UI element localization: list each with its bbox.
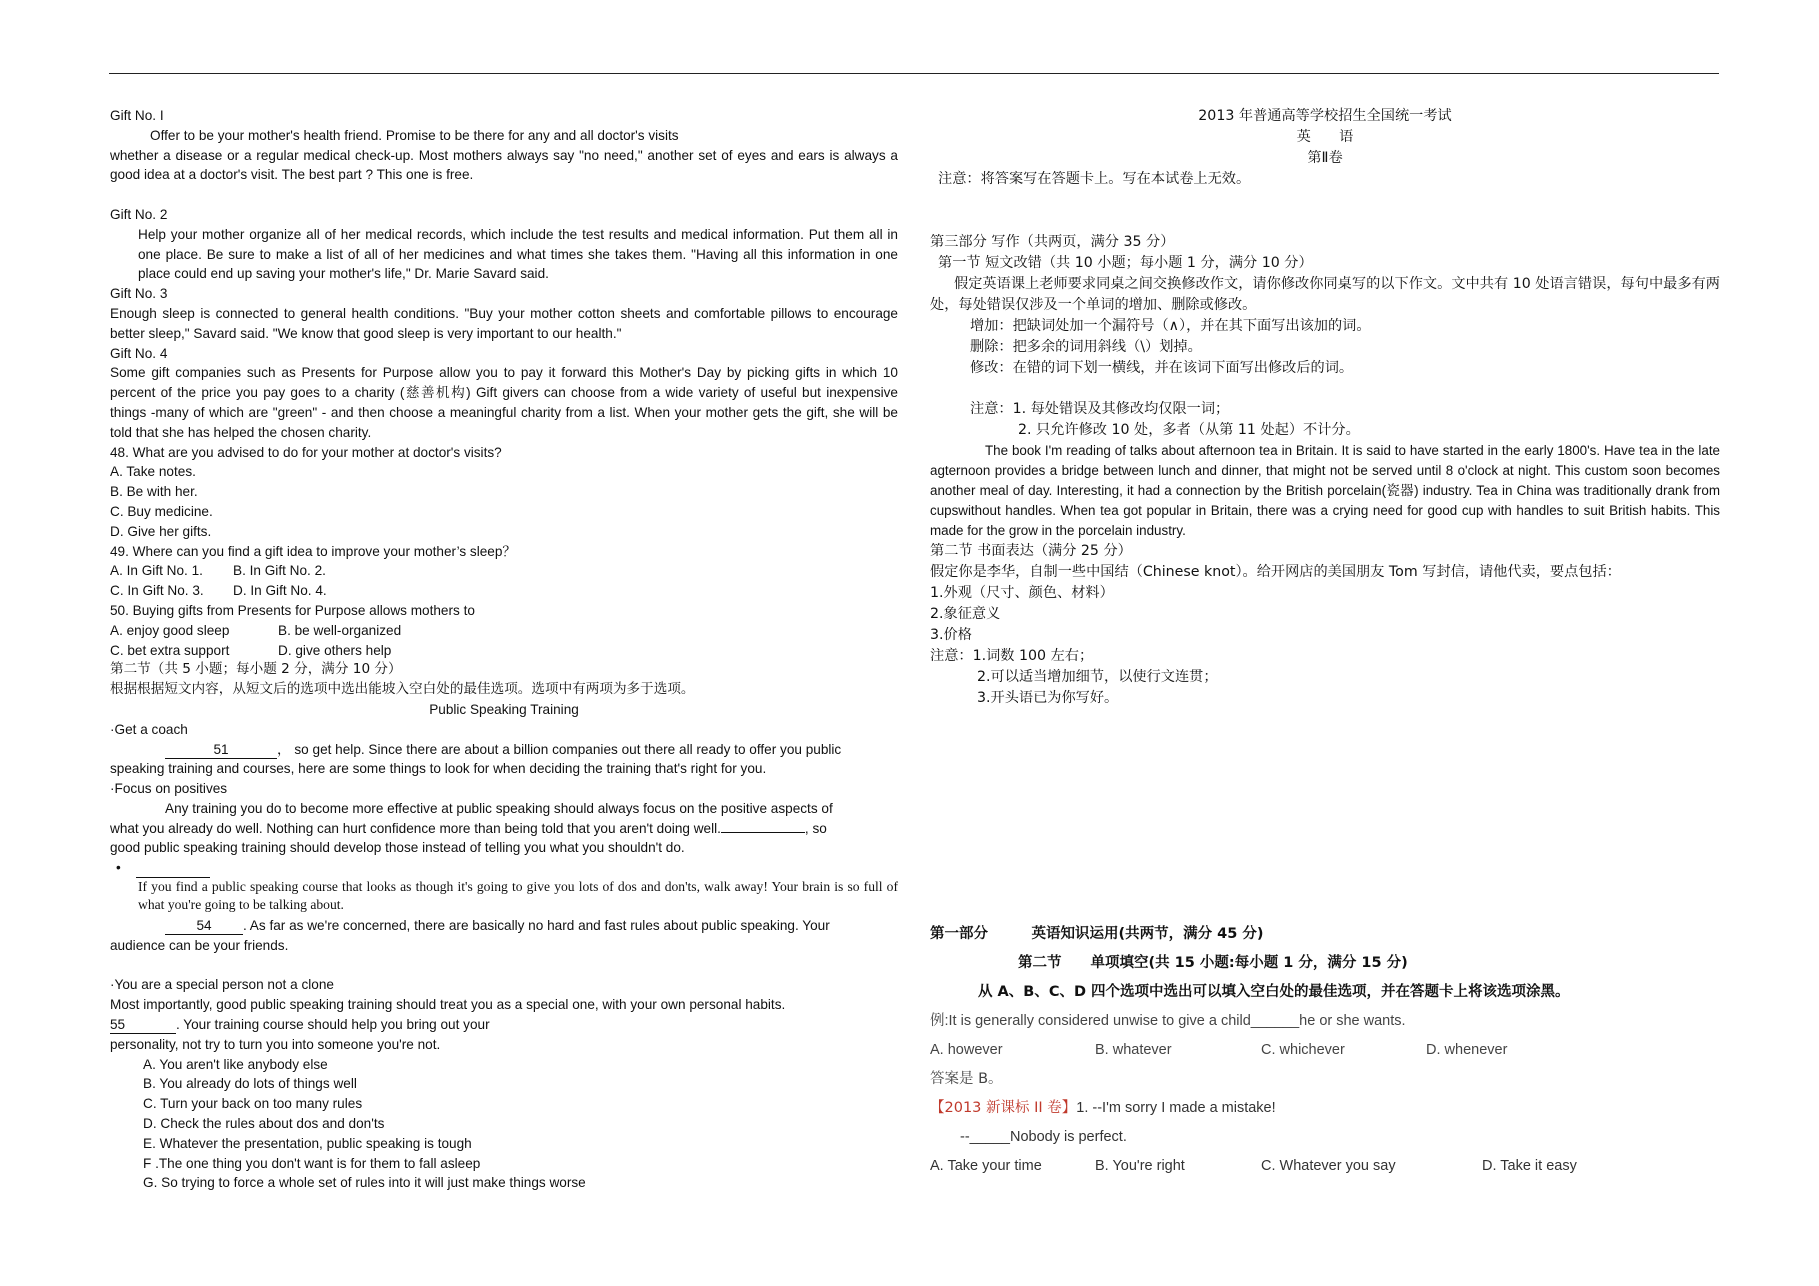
q1-option-d: D. Take it easy bbox=[1482, 1158, 1577, 1174]
focus-line-3: good public speaking training should develop those instead of telling you what you shouldn't do. bbox=[110, 840, 685, 856]
option-a: A. You aren't like anybody else bbox=[143, 1056, 328, 1072]
option-b: B. You already do lots of things well bbox=[143, 1076, 357, 1092]
q48-option-c: C. Buy medicine. bbox=[110, 503, 213, 519]
clone-line-2: 55 . Your training course should help you bring out your bbox=[110, 1017, 490, 1033]
q1-option-a: A. Take your time bbox=[930, 1158, 1042, 1174]
coach-heading: ·Get a coach bbox=[110, 721, 188, 737]
single-choice-block bbox=[930, 920, 1720, 1181]
q49-option-c: C. In Gift No. 3. bbox=[110, 583, 204, 599]
gift4-title: Gift No. 4 bbox=[110, 345, 168, 361]
option-d: D. Check the rules about dos and don'ts bbox=[143, 1116, 385, 1132]
requirement-2: 2.可以适当增加细节，以使行文连贯； bbox=[977, 669, 1218, 685]
q50-option-a: A. enjoy good sleep bbox=[110, 622, 230, 638]
option-f: F .The one thing you don't want is for them to fall asleep bbox=[143, 1155, 481, 1171]
single-choice-instructions: 从 A、B、C、D 四个选项中选出可以填入空白处的最佳选项，并在答题卡上将该选项涂黑。 bbox=[978, 984, 1570, 1000]
q49-option-d: D. In Gift No. 4. bbox=[233, 583, 327, 599]
gift3-title: Gift No. 3 bbox=[110, 286, 168, 302]
example-option-a: A. however bbox=[930, 1042, 1003, 1058]
q50-option-b: B. be well-organized bbox=[278, 622, 402, 638]
section2-title: 第二节（共 5 小题；每小题 2 分，满分 10 分） bbox=[110, 661, 402, 678]
example-option-d: D. whenever bbox=[1426, 1042, 1508, 1058]
exam-title: 2013 年普通高等学校招生全国统一考试 bbox=[1198, 108, 1452, 124]
note-2: 2. 只允许修改 10 处，多者（从第 11 处起）不计分。 bbox=[1018, 422, 1360, 438]
gift4-body: Some gift companies such as Presents for Purpose allow you to pay it forward this Mother's Day by picking gifts in which 10 percent of the price you pay goes to a charity (慈善机构) Gift givers can choose from a wide variety of useful but inexpensive things -many of which are "green" - and then choose a meaningful charity from a list. When your mother gets the gift, she will be told that she has helped the chosen charity. bbox=[110, 365, 898, 440]
single-choice-title: 第二节 单项填空(共 15 小题:每小题 1 分，满分 15 分) bbox=[1018, 955, 1408, 971]
example-options bbox=[930, 1036, 1720, 1065]
blank-55[interactable]: 55 bbox=[110, 1017, 176, 1034]
q49-row-1 bbox=[110, 561, 898, 581]
q1-option-b: B. You're right bbox=[1095, 1158, 1185, 1174]
part1-title: 第一部分 英语知识运用(共两节，满分 45 分) bbox=[930, 926, 1264, 942]
question-1: 【2013 新课标 II 卷】1. --I'm sorry I made a mistake! bbox=[930, 1100, 1276, 1116]
instruction-modify: 修改：在错的词下划一横线，并在该词下面写出修改后的词。 bbox=[970, 360, 1354, 376]
q48-option-b: B. Be with her. bbox=[110, 484, 198, 500]
blank-54[interactable]: 54 bbox=[165, 918, 243, 935]
q48-option-d: D. Give her gifts. bbox=[110, 523, 212, 539]
gift1-title: Gift No. I bbox=[110, 108, 164, 123]
top-rule bbox=[109, 73, 1719, 74]
question-50: 50. Buying gifts from Presents for Purpose allows mothers to bbox=[110, 602, 475, 618]
q50-row-1 bbox=[110, 621, 898, 641]
q50-option-c: C. bet extra support bbox=[110, 642, 230, 658]
example-question: 例:It is generally considered unwise to give a child______he or she wants. bbox=[930, 1013, 1406, 1029]
focus-line-2: what you already do well. Nothing can hurt confidence more than being told that you aren't doing well. , so bbox=[110, 820, 827, 836]
paragraph-54: 54 . As far as we're concerned, there are basically no hard and fast rules about public speaking. Your bbox=[110, 916, 898, 936]
notice: 注意：将答案写在答题卡上。写在本试卷上无效。 bbox=[938, 171, 1251, 187]
left-column bbox=[110, 106, 898, 1193]
point-2: 2.象征意义 bbox=[930, 606, 1001, 622]
instruction-delete: 删除：把多余的词用斜线（\）划掉。 bbox=[970, 339, 1202, 355]
paragraph-54-end: audience can be your friends. bbox=[110, 937, 289, 953]
option-c: C. Turn your back on too many rules bbox=[143, 1096, 363, 1112]
note-1: 注意：1. 每处错误及其修改均仅限一词； bbox=[970, 401, 1230, 417]
blank-52[interactable] bbox=[721, 832, 805, 833]
question-1-reply: --_____Nobody is perfect. bbox=[960, 1129, 1127, 1145]
example-answer: 答案是 B。 bbox=[930, 1071, 1003, 1087]
coach-paragraph-end: speaking training and courses, here are some things to look for when deciding the training that's right for you. bbox=[110, 761, 767, 777]
volume-title: 第Ⅱ卷 bbox=[1307, 150, 1343, 166]
gift3-body: Enough sleep is connected to general health conditions. "Buy your mother cotton sheets and comfortable pillows to encourage better sleep," Savard said. "We know that good sleep is very important to our health." bbox=[110, 305, 898, 341]
requirement-1: 注意：1.词数 100 左右； bbox=[930, 648, 1094, 664]
question-1-options bbox=[930, 1152, 1720, 1181]
clone-line-1: Most importantly, good public speaking training should treat you as a special one, with your own personal habits. bbox=[110, 997, 786, 1013]
focus-heading: ·Focus on positives bbox=[110, 781, 228, 797]
passage-title: Public Speaking Training bbox=[429, 701, 579, 717]
question-49: 49. Where can you find a gift idea to improve your mother’s sleep？ bbox=[110, 543, 517, 559]
clone-line-3: personality, not try to turn you into someone you're not. bbox=[110, 1036, 441, 1052]
section2-instructions: 根据根据短文内容，从短文后的选项中选出能坡入空白处的最佳选项。选项中有两项为多于选项。 bbox=[110, 681, 695, 698]
gift1-line2: whether a disease or a regular medical check-up. Most mothers always say "no need," another set of eyes and ears is always a good idea at a doctor's visit. The best part ? This one is free. bbox=[110, 147, 898, 183]
point-3: 3.价格 bbox=[930, 627, 972, 643]
source-tag: 【2013 新课标 II 卷】 bbox=[930, 1100, 1077, 1116]
blank-53[interactable] bbox=[136, 858, 210, 878]
part3-title: 第三部分 写作（共两页，满分 35 分） bbox=[930, 234, 1175, 250]
focus-line-1: Any training you do to become more effective at public speaking should always focus on the positive aspects of bbox=[165, 800, 833, 816]
essay-passage: The book I'm reading of talks about afternoon tea in Britain. It is said to have started in the early 1800's. Have tea in the late agternoon provides a bridge between lunch and dinner, that might not be served until 8 o'clock at night. This custom soon becomes another meal of day. Interesting, it had a connection by the British porcelain(瓷器) industry. Tea in China was traditionally drank from cupswithout handles. When tea got popular in Britain, there was a crying need for good cup with handles to suit British habits. This made for the grow in the porcelain industry. bbox=[930, 443, 1720, 538]
q48-option-a: A. Take notes. bbox=[110, 464, 196, 480]
blank-51[interactable]: 51 bbox=[165, 742, 277, 759]
option-e: E. Whatever the presentation, public speaking is tough bbox=[143, 1135, 472, 1151]
q50-option-d: D. give others help bbox=[278, 642, 392, 658]
question-48: 48. What are you advised to do for your mother at doctor's visits? bbox=[110, 444, 502, 460]
clone-heading: ·You are a special person not a clone bbox=[110, 977, 334, 993]
writing-task: 假定你是李华，自制一些中国结（Chinese knot）。给开网店的美国朋友 Tom 写封信，请他代卖，要点包括： bbox=[930, 564, 1621, 580]
gift2-body: Help your mother organize all of her medical records, which include the test results and medical information. Put them all in one place. Be sure to make a list of all of her medicines and what times she takes them. "Having all this information in one place could end up saving your mother's life," Dr. Marie Savard said. bbox=[138, 226, 898, 282]
example-option-b: B. whatever bbox=[1095, 1042, 1172, 1058]
section1-title: 第一节 短文改错（共 10 小题；每小题 1 分，满分 10 分） bbox=[938, 255, 1313, 271]
bullet-icon: • bbox=[116, 860, 121, 876]
right-column bbox=[930, 106, 1720, 709]
example-option-c: C. whichever bbox=[1261, 1042, 1345, 1058]
q1-option-c: C. Whatever you say bbox=[1261, 1158, 1396, 1174]
gift2-title: Gift No. 2 bbox=[110, 206, 168, 222]
q49-row-2 bbox=[110, 581, 898, 601]
subject-title: 英 语 bbox=[1296, 129, 1354, 145]
paragraph-53: If you find a public speaking course that looks as though it's going to give you lots of dos and don'ts, walk away! Your brain is so full of what you're going to be talking about. bbox=[138, 879, 898, 913]
gift1-line1: Offer to be your mother's health friend. Promise to be there for any and all doctor's visits bbox=[150, 127, 679, 143]
section1-instructions: 假定英语课上老师要求同桌之间交换修改作文，请你修改你同桌写的以下作文。文中共有 10 处语言错误，每句中最多有两处，每处错误仅涉及一个单词的增加、删除或修改。 bbox=[930, 276, 1720, 313]
option-g: G. So trying to force a whole set of rules into it will just make things worse bbox=[143, 1175, 586, 1191]
q49-option-b: B. In Gift No. 2. bbox=[233, 563, 326, 579]
point-1: 1.外观（尺寸、颜色、材料） bbox=[930, 585, 1114, 601]
instruction-add: 增加：把缺词处加一个漏符号（∧），并在其下面写出该加的词。 bbox=[970, 318, 1371, 334]
q50-row-2 bbox=[110, 641, 898, 661]
q49-option-a: A. In Gift No. 1. bbox=[110, 563, 203, 579]
coach-paragraph: 51 ， so get help. Since there are about a billion companies out there all ready to offer you public bbox=[110, 740, 898, 760]
blank-53-row bbox=[110, 858, 898, 878]
section2-title: 第二节 书面表达（满分 25 分） bbox=[930, 543, 1132, 559]
requirement-3: 3.开头语已为你写好。 bbox=[977, 690, 1119, 706]
